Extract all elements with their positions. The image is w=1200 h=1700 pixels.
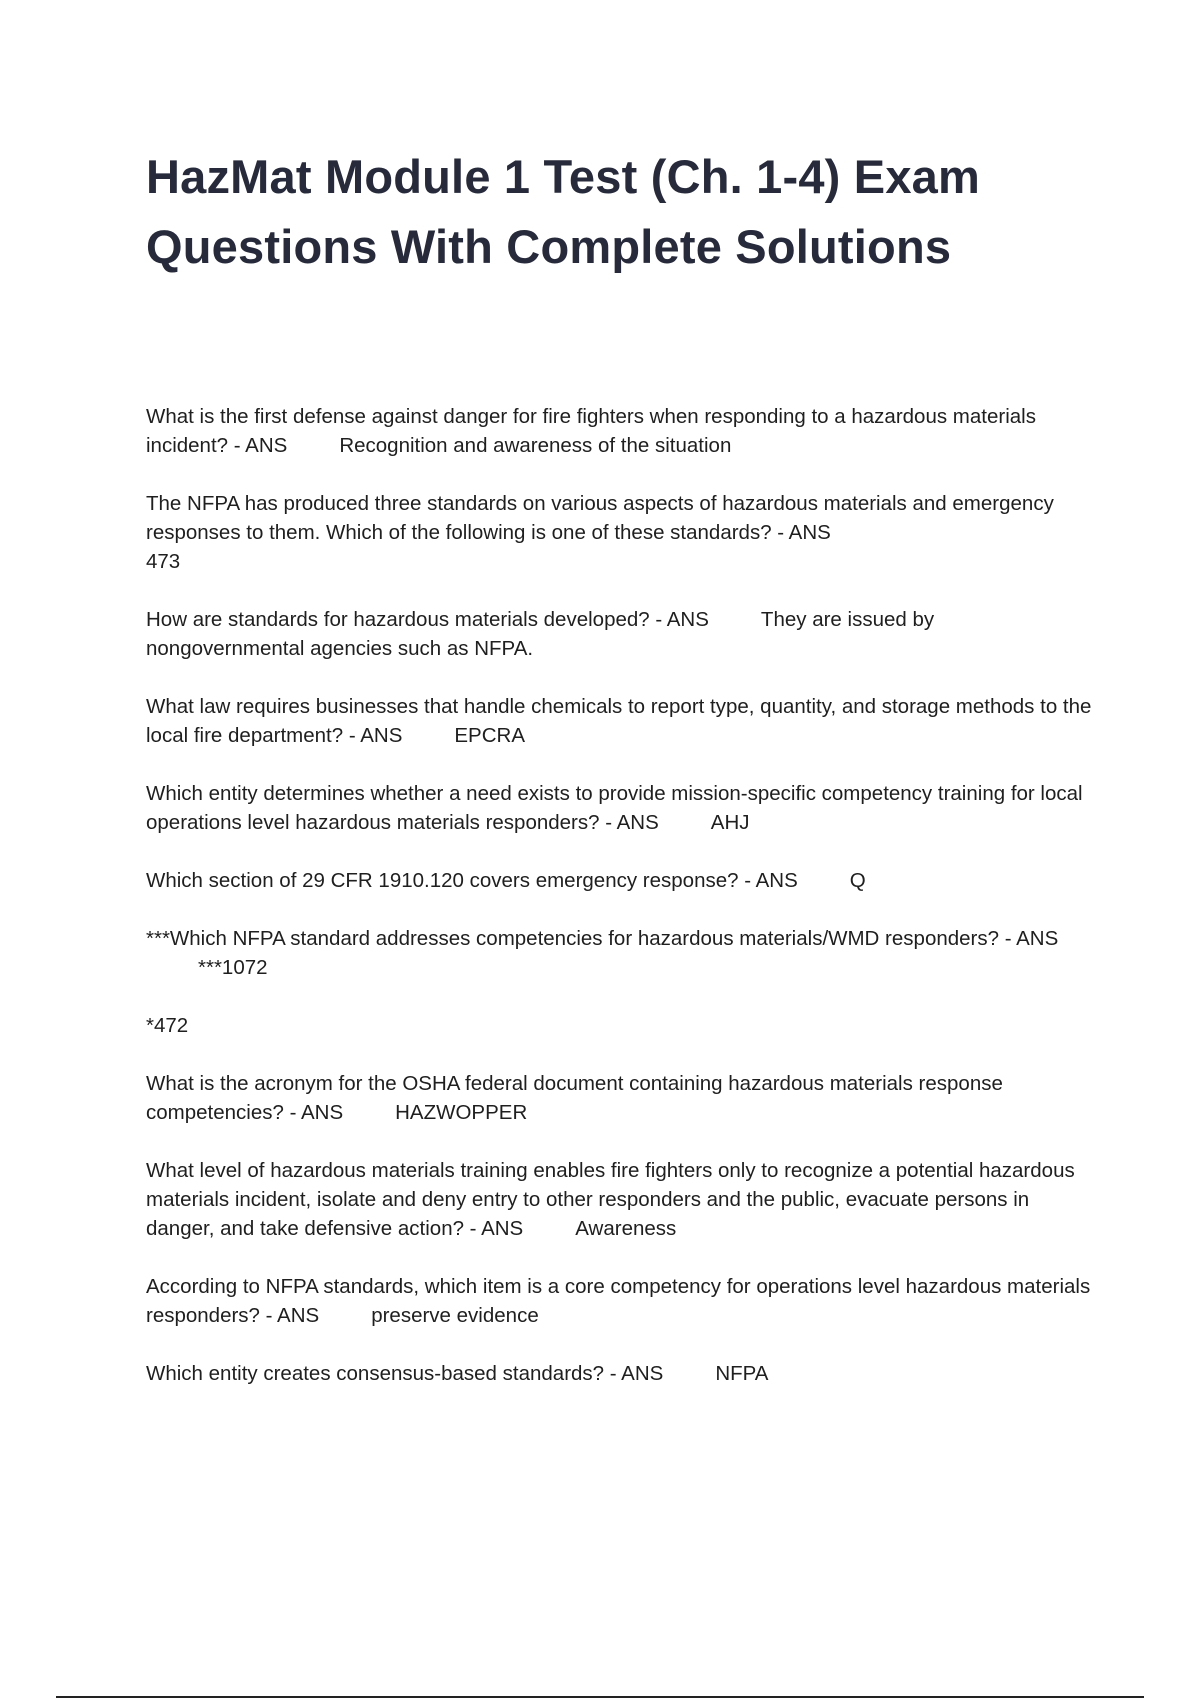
answer-text: HAZWOPPER xyxy=(395,1101,528,1124)
qa-item xyxy=(146,1272,1096,1330)
question-text: Which entity creates consensus-based standards? - ANS xyxy=(146,1362,664,1385)
question-text: According to NFPA standards, which item is a core competency for operations level hazardous materials responders? - ANS xyxy=(146,1275,1096,1327)
document-title: HazMat Module 1 Test (Ch. 1-4) Exam Questions With Complete Solutions xyxy=(146,150,980,273)
answer-text: preserve evidence xyxy=(371,1304,539,1327)
answer-text: 473 xyxy=(146,550,181,573)
question-text: How are standards for hazardous materials developed? - ANS xyxy=(146,608,709,631)
qa-item xyxy=(146,866,1096,895)
answer-text: ***1072 xyxy=(198,956,268,979)
question-text: ***Which NFPA standard addresses competencies for hazardous materials/WMD responders? - ANS xyxy=(146,927,1059,950)
answer-text: Awareness xyxy=(575,1217,677,1240)
answer-text: Recognition and awareness of the situation xyxy=(339,434,732,457)
answer-text: *472 xyxy=(146,1014,189,1037)
qa-item xyxy=(146,692,1096,750)
qa-item xyxy=(146,1011,1096,1040)
question-text: What level of hazardous materials training enables fire fighters only to recognize a potential hazardous materials incident, isolate and deny entry to other responders and the public, evacuate persons in danger, and take defensive action? - ANS xyxy=(146,1159,1081,1240)
answer-text: AHJ xyxy=(710,811,750,834)
qa-item xyxy=(146,489,1096,576)
qa-list xyxy=(146,402,1096,1417)
question-text: Which section of 29 CFR 1910.120 covers emergency response? - ANS xyxy=(146,869,798,892)
qa-item xyxy=(146,605,1096,663)
qa-item xyxy=(146,1156,1096,1243)
answer-text: They are issued by nongovernmental agencies such as NFPA. xyxy=(146,608,940,660)
qa-item xyxy=(146,1069,1096,1127)
question-text: Which entity determines whether a need exists to provide mission-specific competency training for local operations level hazardous materials responders? - ANS xyxy=(146,782,1089,834)
question-text: The NFPA has produced three standards on various aspects of hazardous materials and emergency responses to them. Which of the following is one of these standards? - ANS xyxy=(146,492,1060,544)
question-text: What is the acronym for the OSHA federal document containing hazardous materials response competencies? - ANS xyxy=(146,1072,1009,1124)
answer-text: Q xyxy=(849,869,866,892)
qa-item xyxy=(146,1359,1096,1388)
answer-text: NFPA xyxy=(715,1362,769,1385)
qa-item xyxy=(146,924,1096,982)
qa-item xyxy=(146,779,1096,837)
page-bottom-divider xyxy=(56,1696,1144,1698)
qa-item xyxy=(146,402,1096,460)
question-text: What is the first defense against danger for fire fighters when responding to a hazardous materials incident? - ANS xyxy=(146,405,1042,457)
question-text: What law requires businesses that handle chemicals to report type, quantity, and storage methods to the local fire department? - ANS xyxy=(146,695,1098,747)
answer-text: EPCRA xyxy=(454,724,526,747)
